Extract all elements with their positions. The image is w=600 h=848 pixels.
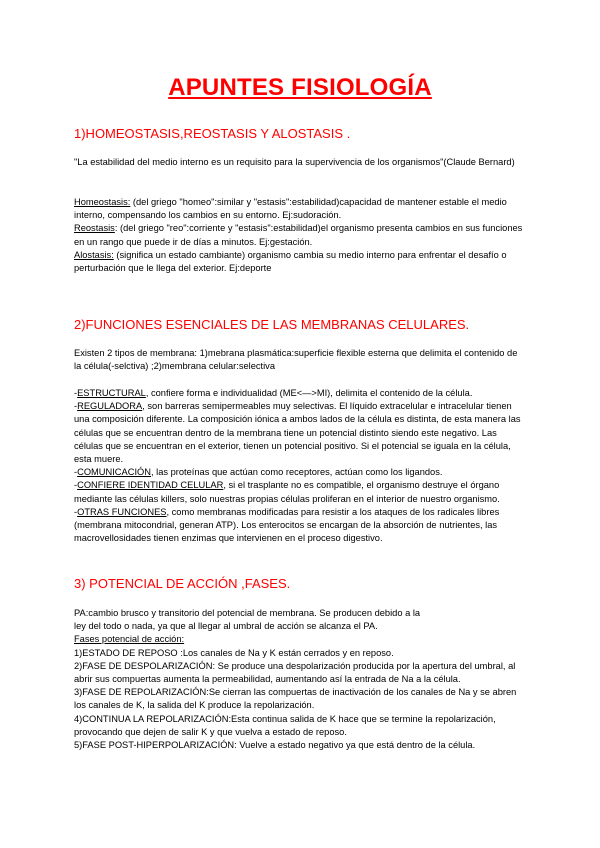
section-2-heading: 2)FUNCIONES ESENCIALES DE LAS MEMBRANAS CELULARES. — [74, 317, 470, 332]
term-comunicacion: COMUNICACIÓN — [77, 467, 151, 478]
function-text: , como membranas modificadas para resistir a los ataques de los radicales libres (membrana mitocondrial, generan ATP). Los enterocitos se encargan de la absorción de nutrientes, las macrovellosidades tienen enzimas que intervienen en el proceso digestivo. — [74, 506, 500, 544]
definition-homeostasis — [74, 196, 524, 222]
term-homeostasis: Homeostasis: — [74, 197, 131, 207]
membrane-types-text: Existen 2 tipos de membrana: 1)mebrana plasmática:superficie flexible esterna que delimita el contenido de la célula(-selctiva) ;2)membrana celular:selectiva — [74, 348, 518, 372]
term-identidad-celular: CONFIERE IDENTIDAD CELULAR — [77, 480, 224, 491]
phase-4: 4)CONTINUA LA REPOLARIZACIÓN:Esta continua salida de K hace que se termine la repolarización, provocando que dejen de salir K y que vuelva a estado de reposo. — [74, 713, 496, 737]
bullet-dash: - — [74, 401, 78, 412]
term-estructural: ESTRUCTURAL — [77, 388, 146, 398]
definition-text: (del griego "homeo":similar y "estasis":estabilidad)capacidad de mantener estable el medio interno, compensando los cambios en su entorno. Ej:sudoración. — [74, 197, 507, 221]
phases-label: Fases potencial de acción: — [74, 634, 185, 645]
bullet-dash: - — [74, 480, 78, 491]
bullet-dash: - — [74, 506, 78, 517]
quote-text: "La estabilidad del medio interno es un requisito para la supervivencia de los organismos"(Claude Bernard) — [74, 157, 515, 167]
document-title: APUNTES FISIOLOGÍA — [168, 74, 432, 101]
function-text: , confiere forma e individualidad (ME<—>MI), delimita el contenido de la célula. — [145, 388, 473, 398]
section-2-intro — [74, 347, 524, 373]
phase-5: 5)FASE POST-HIPERPOLARIZACIÓN: Vuelve a estado negativo ya que está dentro de la célula. — [74, 740, 476, 751]
section-1-heading: 1)HOMEOSTASIS,REOSTASIS Y ALOSTASIS . — [74, 126, 351, 141]
section-1-definitions — [74, 196, 524, 275]
definition-text: (significa un estado cambiante) organismo cambia su medio interno para enfrentar el desafío o perturbación que le llega del exterior. Ej:deporte — [74, 249, 507, 274]
pa-definition-line-1: PA:cambio brusco y transitorio del potencial de membrana. Se producen debido a la — [74, 608, 421, 618]
bullet-dash: - — [74, 388, 78, 398]
function-text: , las proteínas que actúan como receptores, actúan como los ligandos. — [150, 467, 443, 478]
function-text: , si el trasplante no es compatible, el organismo destruye el órgano mediante las células killers, solo nuestras propias células proliferan en el interior de nuestro organismo. — [74, 480, 500, 504]
definition-reostasis — [74, 222, 524, 248]
pa-definition-line-2: ley del todo o nada, ya que al llegar al umbral de acción se alcanza el PA. — [74, 621, 378, 632]
function-estructural — [74, 387, 524, 400]
function-reguladora — [74, 400, 524, 466]
term-otras-funciones: OTRAS FUNCIONES — [77, 506, 167, 517]
function-text: , son barreras semipermeables muy selectivas. El líquido extracelular e intracelular tienen una composición diferente. La composición iónica a ambos lados de la célula es distinta, de esta manera las células que se encuentran dentro de la membrana tiene un potencial distinto siendo este negativo. Las células que se encuentran en el exterior, tienen un potencial positivo. Si el potencial se iguala en la célula, esta muere. — [74, 401, 521, 465]
term-alostasis: Alostasis: — [74, 249, 114, 260]
term-reguladora: REGULADORA — [77, 401, 143, 412]
function-comunicacion — [74, 466, 524, 479]
function-identidad — [74, 479, 524, 505]
definition-text: : (del griego "reo":corriente y "estasis":estabilidad)el organismo presenta cambios en sus funciones en un rango que puede ir de días a minutos. Ej:gestación. — [74, 223, 523, 247]
phase-2: 2)FASE DE DESPOLARIZACIÓN: Se produce una despolarización producida por la apertura del umbral, al abrir sus compuertas aumenta la permeabilidad, aumentando así la entrada de Na a la célula. — [74, 660, 516, 685]
section-3-heading: 3) POTENCIAL DE ACCIÓN ,FASES. — [74, 576, 291, 591]
section-1-quote — [74, 156, 524, 169]
definition-alostasis — [74, 249, 524, 275]
section-3-body — [74, 607, 524, 752]
phase-1: 1)ESTADO DE REPOSO :Los canales de Na y K están cerrados y en reposo. — [74, 647, 394, 658]
section-2-functions — [74, 387, 524, 545]
term-reostasis: Reostasis — [74, 223, 115, 234]
bullet-dash: - — [74, 467, 78, 478]
phase-3: 3)FASE DE REPOLARIZACIÓN:Se cierran las compuertas de inactivación de los canales de Na y se abren los canales de K, la salida del K produce la repolarización. — [74, 687, 517, 711]
function-otras — [74, 506, 524, 546]
